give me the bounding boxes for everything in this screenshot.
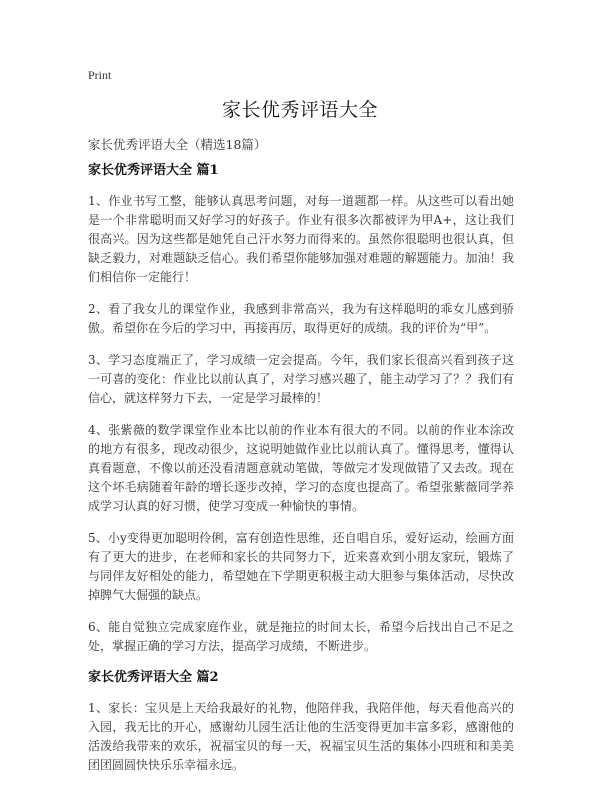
paragraph: 1、作业书写工整，能够认真思考问题，对每一道题都一样。从这些可以看出她是一个非常聪明而又好学习的好孩子。作业有很多次都被评为甲A+，这让我们很高兴。因为这些都是她凭自己汗水努力而得来的。虽然你很聪明也很认真，但缺乏毅力，对难题缺乏信心。我们希望你能够加强对难题的解题能力。加油！我们相信你一定能行！ bbox=[88, 194, 514, 284]
section-heading-1: 家长优秀评语大全 篇1 bbox=[88, 163, 219, 178]
document-body bbox=[88, 162, 514, 788]
paragraph: 2、看了我女儿的课堂作业，我感到非常高兴，我为有这样聪明的乖女儿感到骄傲。希望你在今后的学习中，再接再厉，取得更好的成绩。我的评价为“甲”。 bbox=[88, 302, 514, 335]
section-heading-2: 家长优秀评语大全 篇2 bbox=[88, 670, 219, 685]
paragraph: 5、小y变得更加聪明伶俐，富有创造性思维，还自唱自乐，爱好运动，绘画方面有了更大的进步，在老师和家长的共同努力下，近来喜欢到小朋友家玩，锻炼了与同伴友好相处的能力，希望她在下学期更积极主动大胆参与集体活动，尽快改掉脾气大倔强的缺点。 bbox=[88, 531, 514, 602]
print-label[interactable]: Print bbox=[88, 68, 112, 82]
document-subtitle: 家长优秀评语大全（精选18篇） bbox=[88, 137, 267, 152]
paragraph: 4、张紫薇的数学课堂作业本比以前的作业本有很大的不同。以前的作业本涂改的地方有很多，现改动很少，这说明她做作业比以前认真了。懂得思考，懂得认真看题意，不像以前还没看清题意就动笔做，等做完才发现做错了又去改。现在这个坏毛病随着年龄的增长逐步改掉，学习的态度也提高了。希望张紫薇同学养成学习认真的好习惯，使学习变成一种愉快的事情。 bbox=[88, 423, 514, 513]
paragraph: 6、能自觉独立完成家庭作业，就是拖拉的时间太长，希望今后找出自己不足之处，掌握正确的学习方法，提高学习成绩，不断进步。 bbox=[88, 620, 514, 653]
paragraph: 3、学习态度端正了，学习成绩一定会提高。今年，我们家长很高兴看到孩子这一可喜的变化：作业比以前认真了，对学习感兴趣了，能主动学习了？？我们有信心，就这样努力下去，一定是学习最棒的！ bbox=[88, 353, 514, 405]
page-title: 家长优秀评语大全 bbox=[221, 99, 378, 121]
paragraph: 1、家长：宝贝是上天给我最好的礼物，他陪伴我，我陪伴他，每天看他高兴的入园，我无比的开心，感谢幼儿园生活让他的生活变得更加丰富多彩，感谢他的活泼给我带来的欢乐，祝福宝贝的每一天，祝福宝贝生活的集体小四班和和美美团团圆圆快快乐乐幸福永远。 bbox=[88, 701, 514, 772]
